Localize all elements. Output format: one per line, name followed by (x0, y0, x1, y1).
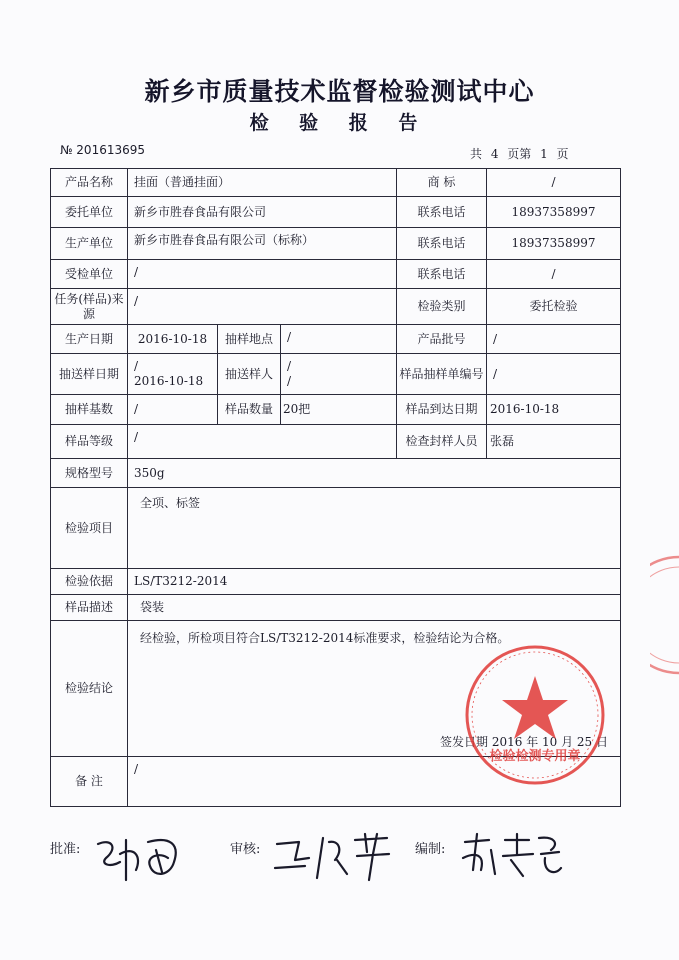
editor-signature (455, 830, 565, 885)
remarks-label: 备 注 (51, 757, 128, 807)
approver-signature (90, 832, 190, 887)
sample-send-date-slash: / (134, 359, 139, 373)
batch-no-value: / (487, 325, 621, 354)
grade-value: / (128, 425, 397, 459)
client-label: 委托单位 (51, 197, 128, 228)
grade-label: 样品等级 (51, 425, 128, 459)
table-row (51, 197, 621, 228)
issue-date: 签发日期 2016 年 10 月 25 日 (440, 735, 608, 749)
sampling-base-label: 抽样基数 (51, 395, 128, 425)
approver-label: 批准: (50, 842, 81, 857)
sampler-value-2: / (287, 374, 292, 388)
table-row (51, 169, 621, 197)
manufacturer-label: 生产单位 (51, 228, 128, 260)
manufacturer-value: 新乡市胜春食品有限公司（标称） (128, 228, 397, 260)
description-value: 袋装 (128, 595, 621, 621)
conclusion-label: 检验结论 (51, 621, 128, 757)
inspection-type-label: 检验类别 (397, 289, 487, 325)
reviewer-signature (265, 830, 395, 885)
page-info: 共 4 页第 1 页 (470, 147, 569, 161)
inspected-unit-value: / (128, 260, 397, 289)
spec-value: 350g (128, 459, 621, 488)
table-row (51, 425, 621, 459)
table-row (51, 395, 621, 425)
official-seal (460, 640, 610, 790)
inspection-type-value: 委托检验 (487, 289, 621, 325)
task-source-label: 任务(样品)来源 (51, 289, 128, 325)
basis-value: LS/T3212-2014 (128, 569, 621, 595)
client-value: 新乡市胜春食品有限公司 (128, 197, 397, 228)
sample-quantity-value: 20把 (281, 395, 397, 425)
sample-no-value: / (487, 354, 621, 395)
production-date-value: 2016-10-18 (128, 325, 218, 354)
table-row (51, 595, 621, 621)
table-row (51, 488, 621, 569)
product-name-label: 产品名称 (51, 169, 128, 197)
client-phone-value: 18937358997 (487, 197, 621, 228)
table-row (51, 228, 621, 260)
reviewer-label: 审核: (230, 842, 261, 857)
trademark-value: / (487, 169, 621, 197)
product-name-value: 挂面（普通挂面） (128, 169, 397, 197)
sampling-base-value: / (128, 395, 218, 425)
sampler-value-1: / (287, 359, 292, 373)
table-row (51, 354, 621, 395)
sealer-label: 检查封样人员 (397, 425, 487, 459)
sample-quantity-label: 样品数量 (218, 395, 281, 425)
description-label: 样品描述 (51, 595, 128, 621)
client-phone-label: 联系电话 (397, 197, 487, 228)
inspected-phone-value: / (487, 260, 621, 289)
sampler-cell (281, 354, 397, 395)
sample-send-date-cell (128, 354, 218, 395)
sampling-place-label: 抽样地点 (218, 325, 281, 354)
arrival-date-value: 2016-10-18 (487, 395, 621, 425)
inspected-unit-label: 受检单位 (51, 260, 128, 289)
conclusion-value: 经检验，所检项目符合LS/T3212-2014标准要求，检验结论为合格。 (140, 631, 510, 645)
basis-label: 检验依据 (51, 569, 128, 595)
sealer-value: 张磊 (487, 425, 621, 459)
manufacturer-phone-label: 联系电话 (397, 228, 487, 260)
sample-send-date-label: 抽送样日期 (51, 354, 128, 395)
batch-no-label: 产品批号 (397, 325, 487, 354)
report-number: № 201613695 (60, 143, 146, 157)
inspected-phone-label: 联系电话 (397, 260, 487, 289)
table-row (51, 325, 621, 354)
sampler-label: 抽送样人 (218, 354, 281, 395)
sample-send-date-value: 2016-10-18 (134, 374, 204, 388)
editor-label: 编制: (415, 842, 446, 857)
arrival-date-label: 样品到达日期 (397, 395, 487, 425)
table-row (51, 289, 621, 325)
sampling-place-value: / (281, 325, 397, 354)
table-row (51, 569, 621, 595)
items-value: 全项、标签 (128, 488, 621, 569)
edge-stamp (650, 555, 679, 675)
items-label: 检验项目 (51, 488, 128, 569)
table-row (51, 459, 621, 488)
production-date-label: 生产日期 (51, 325, 128, 354)
manufacturer-phone-value: 18937358997 (487, 228, 621, 260)
report-subtitle: 检 验 报 告 (249, 112, 430, 134)
seal-text: 检验检测专用章 (489, 749, 581, 764)
page-title: 新乡市质量技术监督检验测试中心 (144, 77, 535, 106)
sample-no-label: 样品抽样单编号 (397, 354, 487, 395)
trademark-label: 商 标 (397, 169, 487, 197)
spec-label: 规格型号 (51, 459, 128, 488)
table-row (51, 260, 621, 289)
star-icon (502, 676, 568, 739)
remarks-value: / (128, 757, 621, 807)
task-source-value: / (128, 289, 397, 325)
